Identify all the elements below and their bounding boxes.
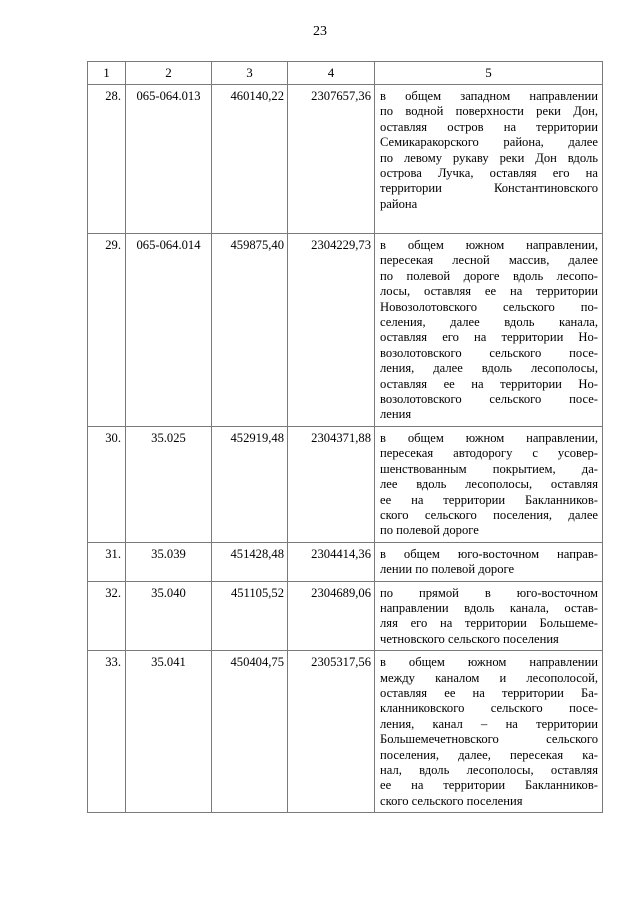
description-line: ления, канал – на территории [380, 716, 598, 731]
description-line: в общем юго-восточном направ- [380, 546, 598, 561]
description-line: в общем южном направлении [380, 655, 598, 670]
description-line: оставляя остров на территории [380, 119, 598, 134]
description-line: между каналом и лесополосой, [380, 670, 598, 685]
coordinate-x: 452919,48 [212, 426, 288, 542]
description-line: по полевой дороге [380, 523, 479, 538]
description-line: нал, вдоль лесополосы, оставляя [380, 763, 598, 777]
boundary-description [375, 85, 603, 234]
coordinate-x: 451105,52 [212, 581, 288, 651]
description-line: ее на территории Бакланников- [380, 492, 598, 507]
boundary-description [375, 581, 603, 651]
table-row [88, 85, 603, 234]
point-code: 35.041 [126, 651, 212, 813]
description-line: в общем западном направлении [380, 89, 598, 103]
column-header: 3 [212, 62, 288, 85]
page-number: 23 [313, 24, 327, 39]
description-line: возолотовского сельского посе- [380, 345, 598, 360]
coordinate-x: 450404,75 [212, 651, 288, 813]
description-line: лении по полевой дороге [380, 562, 515, 577]
description-line: Большемечетновского сельского [380, 732, 598, 747]
description-line: ления [380, 407, 412, 422]
boundary-description [375, 542, 603, 581]
boundary-description [375, 426, 603, 542]
description-line: направлении вдоль канала, остав- [380, 600, 598, 615]
boundary-table [87, 61, 603, 813]
row-number: 29. [88, 234, 126, 427]
description-line: оставляя ее на территории Но- [380, 376, 598, 391]
table-row [88, 581, 603, 651]
description-line: Новозолотовского сельского по- [380, 299, 598, 314]
column-header: 1 [88, 62, 126, 85]
coordinate-y: 2307657,36 [288, 85, 375, 234]
point-code: 065-064.013 [126, 85, 212, 234]
table-row [88, 234, 603, 427]
description-line: оставляя его на территории Но- [380, 330, 598, 345]
row-number: 28. [88, 85, 126, 234]
description-line: селения, далее вдоль канала, [380, 315, 598, 330]
description-line: лее вдоль лесополосы, оставляя [380, 477, 598, 492]
column-header: 2 [126, 62, 212, 85]
coordinate-y: 2305317,56 [288, 651, 375, 813]
description-line: пересекая автодорогу с усовер- [380, 446, 598, 461]
description-line: Семикаракорского района, далее [380, 135, 598, 150]
boundary-description [375, 651, 603, 813]
table-header-row [88, 62, 603, 85]
description-line: по полевой дороге вдоль лесопо- [380, 268, 598, 283]
table-row [88, 542, 603, 581]
point-code: 35.039 [126, 542, 212, 581]
boundary-description [375, 234, 603, 427]
description-line: оставляя ее на территории Ба- [380, 685, 598, 700]
description-line: пересекая лесной массив, далее [380, 253, 598, 268]
point-code: 35.025 [126, 426, 212, 542]
description-line: возолотовского сельского посе- [380, 392, 598, 407]
row-number: 33. [88, 651, 126, 813]
description-line: ского сельского поселения [380, 793, 523, 808]
description-line: района [380, 196, 418, 211]
coordinate-x: 459875,40 [212, 234, 288, 427]
description-line: ляя его на территории Большеме- [380, 616, 598, 631]
point-code: 065-064.014 [126, 234, 212, 427]
description-line: кланниковского сельского посе- [380, 701, 598, 716]
coordinate-x: 460140,22 [212, 85, 288, 234]
description-line: в общем южном направлении, [380, 430, 598, 445]
description-line: поселения, далее, пересекая ка- [380, 747, 598, 762]
description-line: острова Лучка, оставляя его на [380, 166, 598, 181]
description-line: четновского сельского поселения [380, 631, 559, 646]
description-line: по левому рукаву реки Дон вдоль [380, 150, 598, 165]
description-line: в общем южном направлении, [380, 238, 598, 252]
description-line: лосы, оставляя ее на территории [380, 284, 598, 299]
coordinate-y: 2304689,06 [288, 581, 375, 651]
coordinate-x: 451428,48 [212, 542, 288, 581]
description-line: по водной поверхности реки Дон, [380, 104, 598, 119]
table-row [88, 651, 603, 813]
row-number: 30. [88, 426, 126, 542]
description-line: ее на территории Бакланников- [380, 778, 598, 793]
column-header: 5 [375, 62, 603, 85]
point-code: 35.040 [126, 581, 212, 651]
description-line: ского сельского поселения, далее [380, 507, 598, 522]
description-line: территории Константиновского [380, 181, 598, 196]
description-line: по прямой в юго-восточном [380, 585, 598, 600]
table-row [88, 426, 603, 542]
coordinate-y: 2304371,88 [288, 426, 375, 542]
description-line: шенствованным покрытием, да- [380, 461, 598, 476]
row-number: 32. [88, 581, 126, 651]
coordinate-y: 2304414,36 [288, 542, 375, 581]
description-line: ления, далее вдоль лесополосы, [380, 361, 598, 376]
column-header: 4 [288, 62, 375, 85]
row-number: 31. [88, 542, 126, 581]
coordinate-y: 2304229,73 [288, 234, 375, 427]
